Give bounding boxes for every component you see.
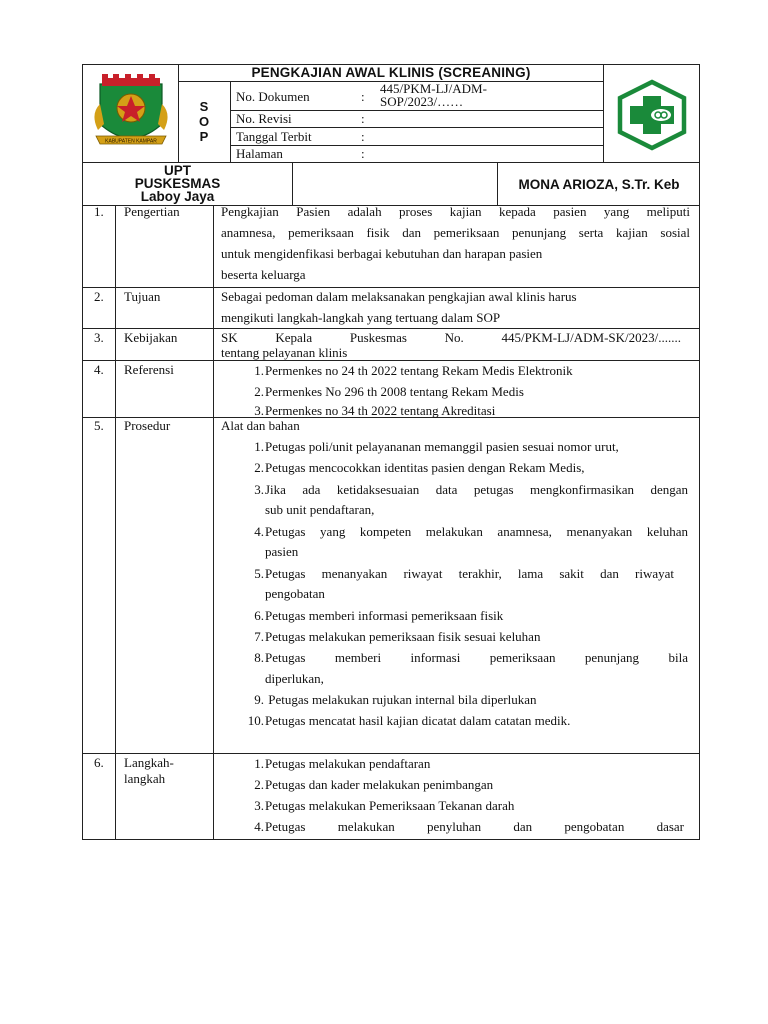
doc-number-row bbox=[231, 82, 603, 111]
procedure-item-8-text-2: diperlukan, bbox=[265, 671, 324, 686]
section-6-label-line-1: Langkah- bbox=[124, 755, 174, 770]
signatory-name: MONA ARIOZA, S.Tr. Keb bbox=[518, 177, 680, 192]
reference-item-3-text: Permenkes no 34 th 2022 tentang Akreditasi bbox=[265, 403, 496, 418]
step-item-2-text: Petugas dan kader melakukan penimbangan bbox=[265, 777, 494, 792]
section-2-number: 2. bbox=[94, 289, 104, 304]
page-colon: : bbox=[361, 146, 365, 161]
section-1-number: 1. bbox=[94, 204, 104, 219]
page-row bbox=[231, 146, 603, 162]
sop-letter-p: P bbox=[199, 129, 209, 144]
logo-banner-text: KABUPATEN KAMPAR bbox=[105, 138, 157, 145]
row-divider-2 bbox=[82, 328, 700, 329]
reference-item-3-number: 3. bbox=[254, 403, 264, 418]
step-item-4-text: Petugas melakukan penyluhan dan pengobatan dasar bbox=[265, 819, 684, 834]
procedure-item-6-text: Petugas memberi informasi pemeriksaan fisik bbox=[265, 608, 504, 623]
section-1-line-3: untuk mengidenfikasi berbagai kebutuhan dan harapan pasien bbox=[221, 246, 543, 261]
step-item-2-number: 2. bbox=[254, 777, 264, 792]
procedure-item-9-text: Petugas melakukan rujukan internal bila diperlukan bbox=[265, 692, 537, 707]
section-2-line-1: Sebagai pedoman dalam melaksanakan pengkajian awal klinis harus bbox=[221, 289, 577, 304]
issue-date-label: Tanggal Terbit bbox=[236, 129, 312, 144]
page-label: Halaman bbox=[236, 146, 283, 161]
section-5-label: Prosedur bbox=[124, 418, 171, 433]
revision-row bbox=[231, 111, 603, 128]
blank-header-cell bbox=[293, 163, 498, 206]
org-name-cell bbox=[82, 163, 293, 206]
reference-item-1-number: 1. bbox=[254, 363, 264, 378]
section-4-label: Referensi bbox=[124, 362, 174, 377]
doc-number-label: No. Dokumen bbox=[236, 89, 310, 104]
procedure-item-7-number: 7. bbox=[254, 629, 264, 644]
procedure-item-10-text: Petugas mencatat hasil kajian dicatat dalam catatan medik. bbox=[265, 713, 571, 728]
section-3-line-1: SK Kepala Puskesmas No. 445/PKM-LJ/ADM-SK/2023/....... bbox=[221, 330, 681, 345]
section-3-number: 3. bbox=[94, 330, 104, 345]
section-1-line-1: Pengkajian Pasien adalah proses kajian kepada pasien yang meliputi bbox=[221, 204, 690, 219]
section-3-line-2: tentang pelayanan klinis bbox=[221, 345, 348, 360]
section-4-number: 4. bbox=[94, 362, 104, 377]
step-item-4-number: 4. bbox=[254, 819, 264, 834]
procedure-item-4-text-2: pasien bbox=[265, 544, 299, 559]
section-2-label: Tujuan bbox=[124, 289, 161, 304]
regency-logo-cell bbox=[82, 64, 179, 163]
procedure-item-2-number: 2. bbox=[254, 460, 264, 475]
sop-letter-s: S bbox=[199, 99, 209, 114]
procedure-item-3-text: Jika ada ketidaksesuaian data petugas mengkonfirmasikan dengan bbox=[265, 482, 688, 497]
revision-colon: : bbox=[361, 111, 365, 126]
procedure-item-2-text: Petugas mencocokkan identitas pasien dengan Rekam Medis, bbox=[265, 460, 585, 475]
revision-label: No. Revisi bbox=[236, 111, 292, 126]
procedure-item-1-text: Petugas poli/unit pelayananan memanggil pasien sesuai nomor urut, bbox=[265, 439, 619, 454]
section-2-line-2: mengikuti langkah-langkah yang tertuang dalam SOP bbox=[221, 310, 501, 325]
procedure-item-1-number: 1. bbox=[254, 439, 264, 454]
step-item-1-text: Petugas melakukan pendaftaran bbox=[265, 756, 431, 771]
procedure-item-6-number: 6. bbox=[254, 608, 264, 623]
org-line-location: Laboy Jaya bbox=[140, 189, 215, 204]
step-item-3-number: 3. bbox=[254, 798, 264, 813]
sop-label-cell bbox=[179, 82, 231, 163]
doc-number-value: 445/PKM-LJ/ADM-SOP/2023/…… bbox=[380, 81, 487, 109]
issue-date-row bbox=[231, 128, 603, 146]
step-item-1-number: 1. bbox=[254, 756, 264, 771]
section-1-line-2: anamnesa, pemeriksaan fisik dan pemeriksaan penunjang serta kajian sosial bbox=[221, 225, 690, 240]
procedure-item-3-number: 3. bbox=[254, 482, 264, 497]
col-divider-1 bbox=[115, 205, 116, 840]
row-divider-1 bbox=[82, 287, 700, 288]
section-1-label: Pengertian bbox=[124, 204, 180, 219]
section-6-label-line-2: langkah bbox=[124, 771, 166, 786]
org-line-upt: UPT bbox=[164, 163, 191, 178]
procedure-item-7-text: Petugas melakukan pemeriksaan fisik sesuai keluhan bbox=[265, 629, 541, 644]
procedure-item-8-text: Petugas memberi informasi pemeriksaan penunjang bila bbox=[265, 650, 688, 665]
procedure-intro: Alat dan bahan bbox=[221, 418, 300, 433]
reference-item-2-number: 2. bbox=[254, 384, 264, 399]
procedure-item-10-number: 10. bbox=[247, 713, 264, 728]
reference-item-1-text: Permenkes no 24 th 2022 tentang Rekam Medis Elektronik bbox=[265, 363, 573, 378]
regency-logo-icon bbox=[82, 64, 179, 163]
procedure-item-5-number: 5. bbox=[254, 566, 264, 581]
section-5-number: 5. bbox=[94, 418, 104, 433]
procedure-item-5-text: Petugas menanyakan riwayat terakhir, lama sakit dan riwayat bbox=[265, 566, 674, 581]
puskesmas-logo-icon bbox=[604, 64, 701, 163]
procedure-item-4-number: 4. bbox=[254, 524, 264, 539]
procedure-item-9-number: 9. bbox=[254, 692, 264, 707]
sop-letter-o: O bbox=[198, 114, 210, 129]
section-3-label: Kebijakan bbox=[124, 330, 178, 345]
doc-info-table bbox=[231, 82, 603, 163]
org-line-puskesmas: PUSKESMAS bbox=[134, 176, 221, 191]
document-title: PENGKAJIAN AWAL KLINIS (SCREANING) bbox=[179, 64, 603, 82]
step-item-3-text: Petugas melakukan Pemeriksaan Tekanan darah bbox=[265, 798, 515, 813]
procedure-item-4-text: Petugas yang kompeten melakukan anamnesa, menanyakan keluhan bbox=[265, 524, 688, 539]
section-1-line-4: beserta keluarga bbox=[221, 267, 306, 282]
doc-number-colon: : bbox=[361, 89, 365, 104]
issue-date-colon: : bbox=[361, 129, 365, 144]
section-6-number: 6. bbox=[94, 755, 104, 770]
procedure-item-5-text-2: pengobatan bbox=[265, 586, 325, 601]
reference-item-2-text: Permenkes No 296 th 2008 tentang Rekam Medis bbox=[265, 384, 524, 399]
col-divider-2 bbox=[213, 205, 214, 840]
puskesmas-logo-cell bbox=[603, 64, 700, 163]
procedure-item-3-text-2: sub unit pendaftaran, bbox=[265, 502, 375, 517]
procedure-item-8-number: 8. bbox=[254, 650, 264, 665]
